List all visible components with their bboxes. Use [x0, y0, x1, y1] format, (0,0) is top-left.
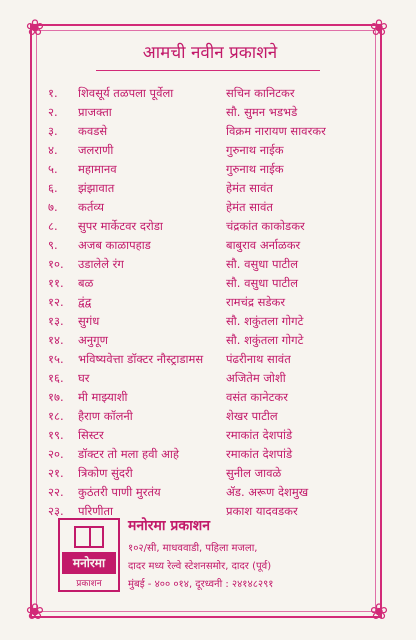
item-number: ७.	[48, 200, 58, 214]
list-item	[48, 255, 378, 274]
book-author: सौ. वसुधा पाटील	[226, 257, 299, 271]
list-item	[48, 388, 378, 407]
item-number: १६.	[48, 371, 64, 385]
book-author: रामचंद्र सडेकर	[226, 295, 286, 309]
list-item	[48, 103, 378, 122]
item-number: ३.	[48, 124, 58, 138]
book-author: सौ. वसुधा पाटील	[226, 276, 299, 290]
publisher-block	[52, 512, 370, 604]
book-list	[48, 84, 378, 521]
book-author: गुरुनाथ नाईक	[226, 143, 284, 157]
item-number: १७.	[48, 390, 64, 404]
list-item	[48, 407, 378, 426]
item-number: ९.	[48, 238, 58, 252]
book-title: बळ	[78, 276, 94, 290]
list-item	[48, 293, 378, 312]
book-author: सुनील जावळे	[226, 466, 282, 480]
list-item	[48, 445, 378, 464]
item-number: ८.	[48, 219, 58, 233]
book-author: सचिन कानिटकर	[226, 86, 295, 100]
logo-name: मनोरमा	[62, 552, 116, 574]
book-icon	[74, 526, 104, 548]
item-number: १८.	[48, 409, 64, 423]
item-number: १९.	[48, 428, 64, 442]
list-item	[48, 217, 378, 236]
list-item	[48, 236, 378, 255]
book-author: गुरुनाथ नाईक	[226, 162, 284, 176]
book-author: शेखर पाटील	[226, 409, 278, 423]
book-title: डॉक्टर तो मला हवी आहे	[78, 447, 180, 461]
publisher-logo	[58, 518, 120, 592]
item-number: ४.	[48, 143, 58, 157]
book-author: अजितेम जोशी	[226, 371, 286, 385]
book-title: शिवसूर्य तळपला पूर्वेला	[78, 86, 174, 100]
book-author: सौ. शकुंतला गोगटे	[226, 333, 304, 347]
publisher-contact-line: मुंबई - ४०० ०१४, दूरध्वनी : २४१४८२९१	[128, 579, 274, 590]
item-number: ५.	[48, 162, 58, 176]
book-title: झंझावात	[78, 181, 115, 195]
book-title: अजब काळापहाड	[78, 238, 151, 252]
list-item	[48, 179, 378, 198]
book-title: सुगंध	[78, 314, 100, 328]
corner-ornament-icon: ❀	[25, 600, 45, 625]
book-author: सौ. सुमन भडभडे	[226, 105, 298, 119]
book-title: जलराणी	[78, 143, 114, 157]
title-underline	[96, 70, 320, 71]
book-author: विक्रम नारायण सावरकर	[226, 124, 326, 138]
item-number: १३.	[48, 314, 64, 328]
list-item	[48, 483, 378, 502]
book-author: हेमंत सावंत	[226, 200, 273, 214]
item-number: ६.	[48, 181, 58, 195]
item-number: १४.	[48, 333, 64, 347]
book-title: महामानव	[78, 162, 117, 176]
item-number: २२.	[48, 485, 64, 499]
book-author: रमाकांत देशपांडे	[226, 447, 293, 461]
list-item	[48, 350, 378, 369]
book-author: पंढरीनाथ सावंत	[226, 352, 291, 366]
corner-ornament-icon: ❀	[369, 600, 389, 625]
book-title: भविष्यवेत्ता डॉक्टर नौस्ट्राडामस	[78, 352, 204, 366]
item-number: २३.	[48, 504, 64, 518]
list-item	[48, 122, 378, 141]
list-item	[48, 464, 378, 483]
list-item	[48, 331, 378, 350]
book-author: वसंत कानेटकर	[226, 390, 288, 404]
book-title: सिस्टर	[78, 428, 104, 442]
list-item	[48, 369, 378, 388]
book-title: घर	[78, 371, 90, 385]
item-number: २१.	[48, 466, 64, 480]
item-number: १२.	[48, 295, 64, 309]
book-title: कवडसे	[78, 124, 108, 138]
corner-ornament-icon: ❀	[25, 16, 45, 41]
list-item	[48, 160, 378, 179]
item-number: १.	[48, 86, 58, 100]
book-title: कर्तव्य	[78, 200, 104, 214]
item-number: १०.	[48, 257, 64, 271]
book-author: चंद्रकांत काकोडकर	[226, 219, 305, 233]
book-title: मी माझ्याशी	[78, 390, 128, 404]
list-item	[48, 312, 378, 331]
book-title: अनुगूण	[78, 333, 108, 347]
book-title: सुपर मार्केटवर दरोडा	[78, 219, 163, 233]
book-title: प्राजक्ता	[78, 105, 112, 119]
item-number: २०.	[48, 447, 64, 461]
book-title: द्वंद्व	[78, 295, 92, 309]
book-author: ॲड. अरूण देशमुख	[226, 485, 309, 499]
corner-ornament-icon: ❀	[369, 16, 389, 41]
list-item	[48, 274, 378, 293]
book-author: हेमंत सावंत	[226, 181, 273, 195]
publisher-address-line: १०२/सी, माधववाडी, पहिला मजला,	[128, 543, 258, 554]
book-author: सौ. शकुंतला गोगटे	[226, 314, 304, 328]
book-title: परिणीता	[78, 504, 114, 518]
list-item	[48, 84, 378, 103]
publisher-address-line: दादर मध्य रेल्वे स्टेशनसमोर, दादर (पूर्व)	[128, 561, 272, 572]
item-number: १५.	[48, 352, 64, 366]
publisher-name: मनोरमा प्रकाशन	[128, 518, 210, 534]
list-item	[48, 426, 378, 445]
item-number: ११.	[48, 276, 64, 290]
book-title: हैराण कॉलनी	[78, 409, 133, 423]
book-title: त्रिकोण सुंदरी	[78, 466, 133, 480]
item-number: २.	[48, 105, 58, 119]
page-title: आमची नवीन प्रकाशने	[142, 43, 278, 63]
book-title: उडालेले रंग	[78, 257, 124, 271]
book-author: प्रकाश यादवडकर	[226, 504, 298, 518]
book-author: बाबुराव अर्नाळकर	[226, 238, 301, 252]
book-author: रमाकांत देशपांडे	[226, 428, 293, 442]
list-item	[48, 141, 378, 160]
logo-subtitle: प्रकाशन	[76, 579, 102, 589]
list-item	[48, 198, 378, 217]
book-title: कुठंतरी पाणी मुरतंय	[78, 485, 161, 499]
